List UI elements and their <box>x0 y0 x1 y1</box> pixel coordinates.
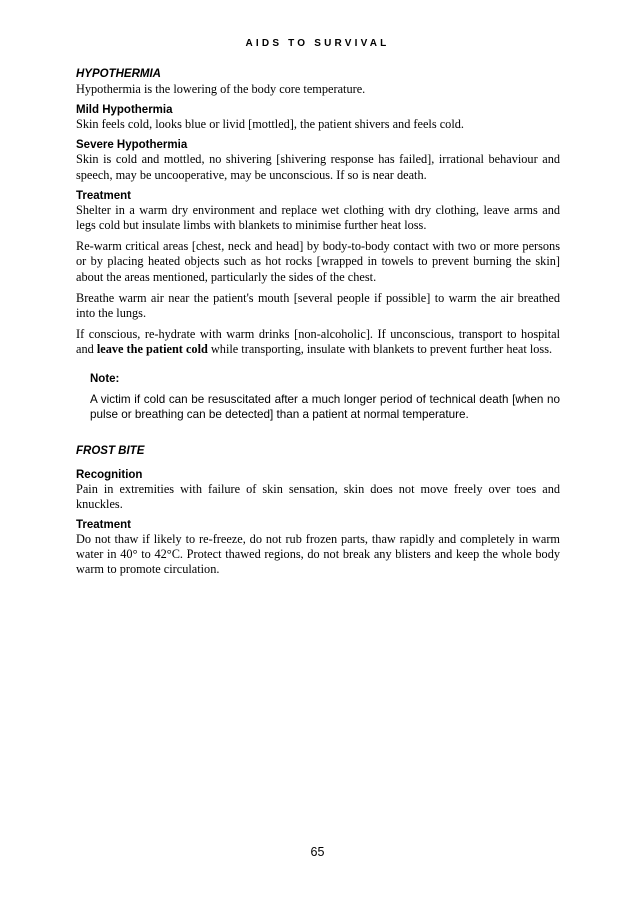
frostbite-treatment-text: Do not thaw if likely to re-freeze, do not rub frozen parts, thaw rapidly and completely in warm water in 40° to 42°C. Protect thawed regions, do not break any blisters and keep the whole body warm to promote circulation. <box>76 532 560 577</box>
treatment-paragraph-4 <box>76 327 560 357</box>
frostbite-section <box>76 444 560 578</box>
note-text: A victim if cold can be resuscitated after a much longer period of technical death [when no pulse or breathing can be detected] than a patient at normal temperature. <box>90 392 560 421</box>
subheading-frostbite-treatment: Treatment <box>76 519 131 532</box>
note-heading: Note: <box>90 372 120 385</box>
running-header: AIDS TO SURVIVAL <box>245 38 390 49</box>
subheading-hypothermia-treatment: Treatment <box>76 189 131 202</box>
subheading-recognition: Recognition <box>76 468 143 481</box>
treatment-paragraph-3: Breathe warm air near the patient's mouth [several people if possible] to warm the air breathed into the lungs. <box>76 290 560 321</box>
page-number: 65 <box>310 845 325 859</box>
hypothermia-definition: Hypothermia is the lowering of the body core temperature. <box>76 82 366 96</box>
section-title-hypothermia: HYPOTHERMIA <box>76 68 161 80</box>
treatment-p4-end: while transporting, insulate with blankets to prevent further heat loss. <box>207 342 553 357</box>
mild-hypothermia-text: Skin feels cold, looks blue or livid [mottled], the patient shivers and feels cold. <box>76 117 464 132</box>
subheading-severe-hypothermia: Severe Hypothermia <box>76 139 188 152</box>
page-content <box>76 67 560 578</box>
treatment-paragraph-1: Shelter in a warm dry environment and replace wet clothing with dry clothing, leave arms and legs cold but insulate limbs with blankets to minimise further heat loss. <box>76 202 560 233</box>
section-title-frostbite: FROST BITE <box>76 444 145 457</box>
subheading-mild-hypothermia: Mild Hypothermia <box>76 104 173 117</box>
recognition-text: Pain in extremities with failure of skin sensation, skin does not move freely over toes and knuckles. <box>76 481 560 511</box>
treatment-p4-emphasis: leave the patient cold <box>96 342 208 357</box>
treatment-paragraph-2: Re-warm critical areas [chest, neck and head] by body-to-body contact with two or more persons or by placing heated objects such as hot rocks [wrapped in towels to prevent burning the skin] about the areas mentioned, particularly the sides of the chest. <box>76 239 560 284</box>
treatment-p4-start: If conscious, re-hydrate with warm drinks [non-alcoholic]. If unconscious, transport to hospital and <box>76 327 560 357</box>
severe-hypothermia-text: Skin is cold and mottled, no shivering [shivering response has failed], irrational behaviour and speech, may be uncooperative, may be unconscious. If so is near death. <box>76 152 560 182</box>
note-box <box>90 372 560 422</box>
